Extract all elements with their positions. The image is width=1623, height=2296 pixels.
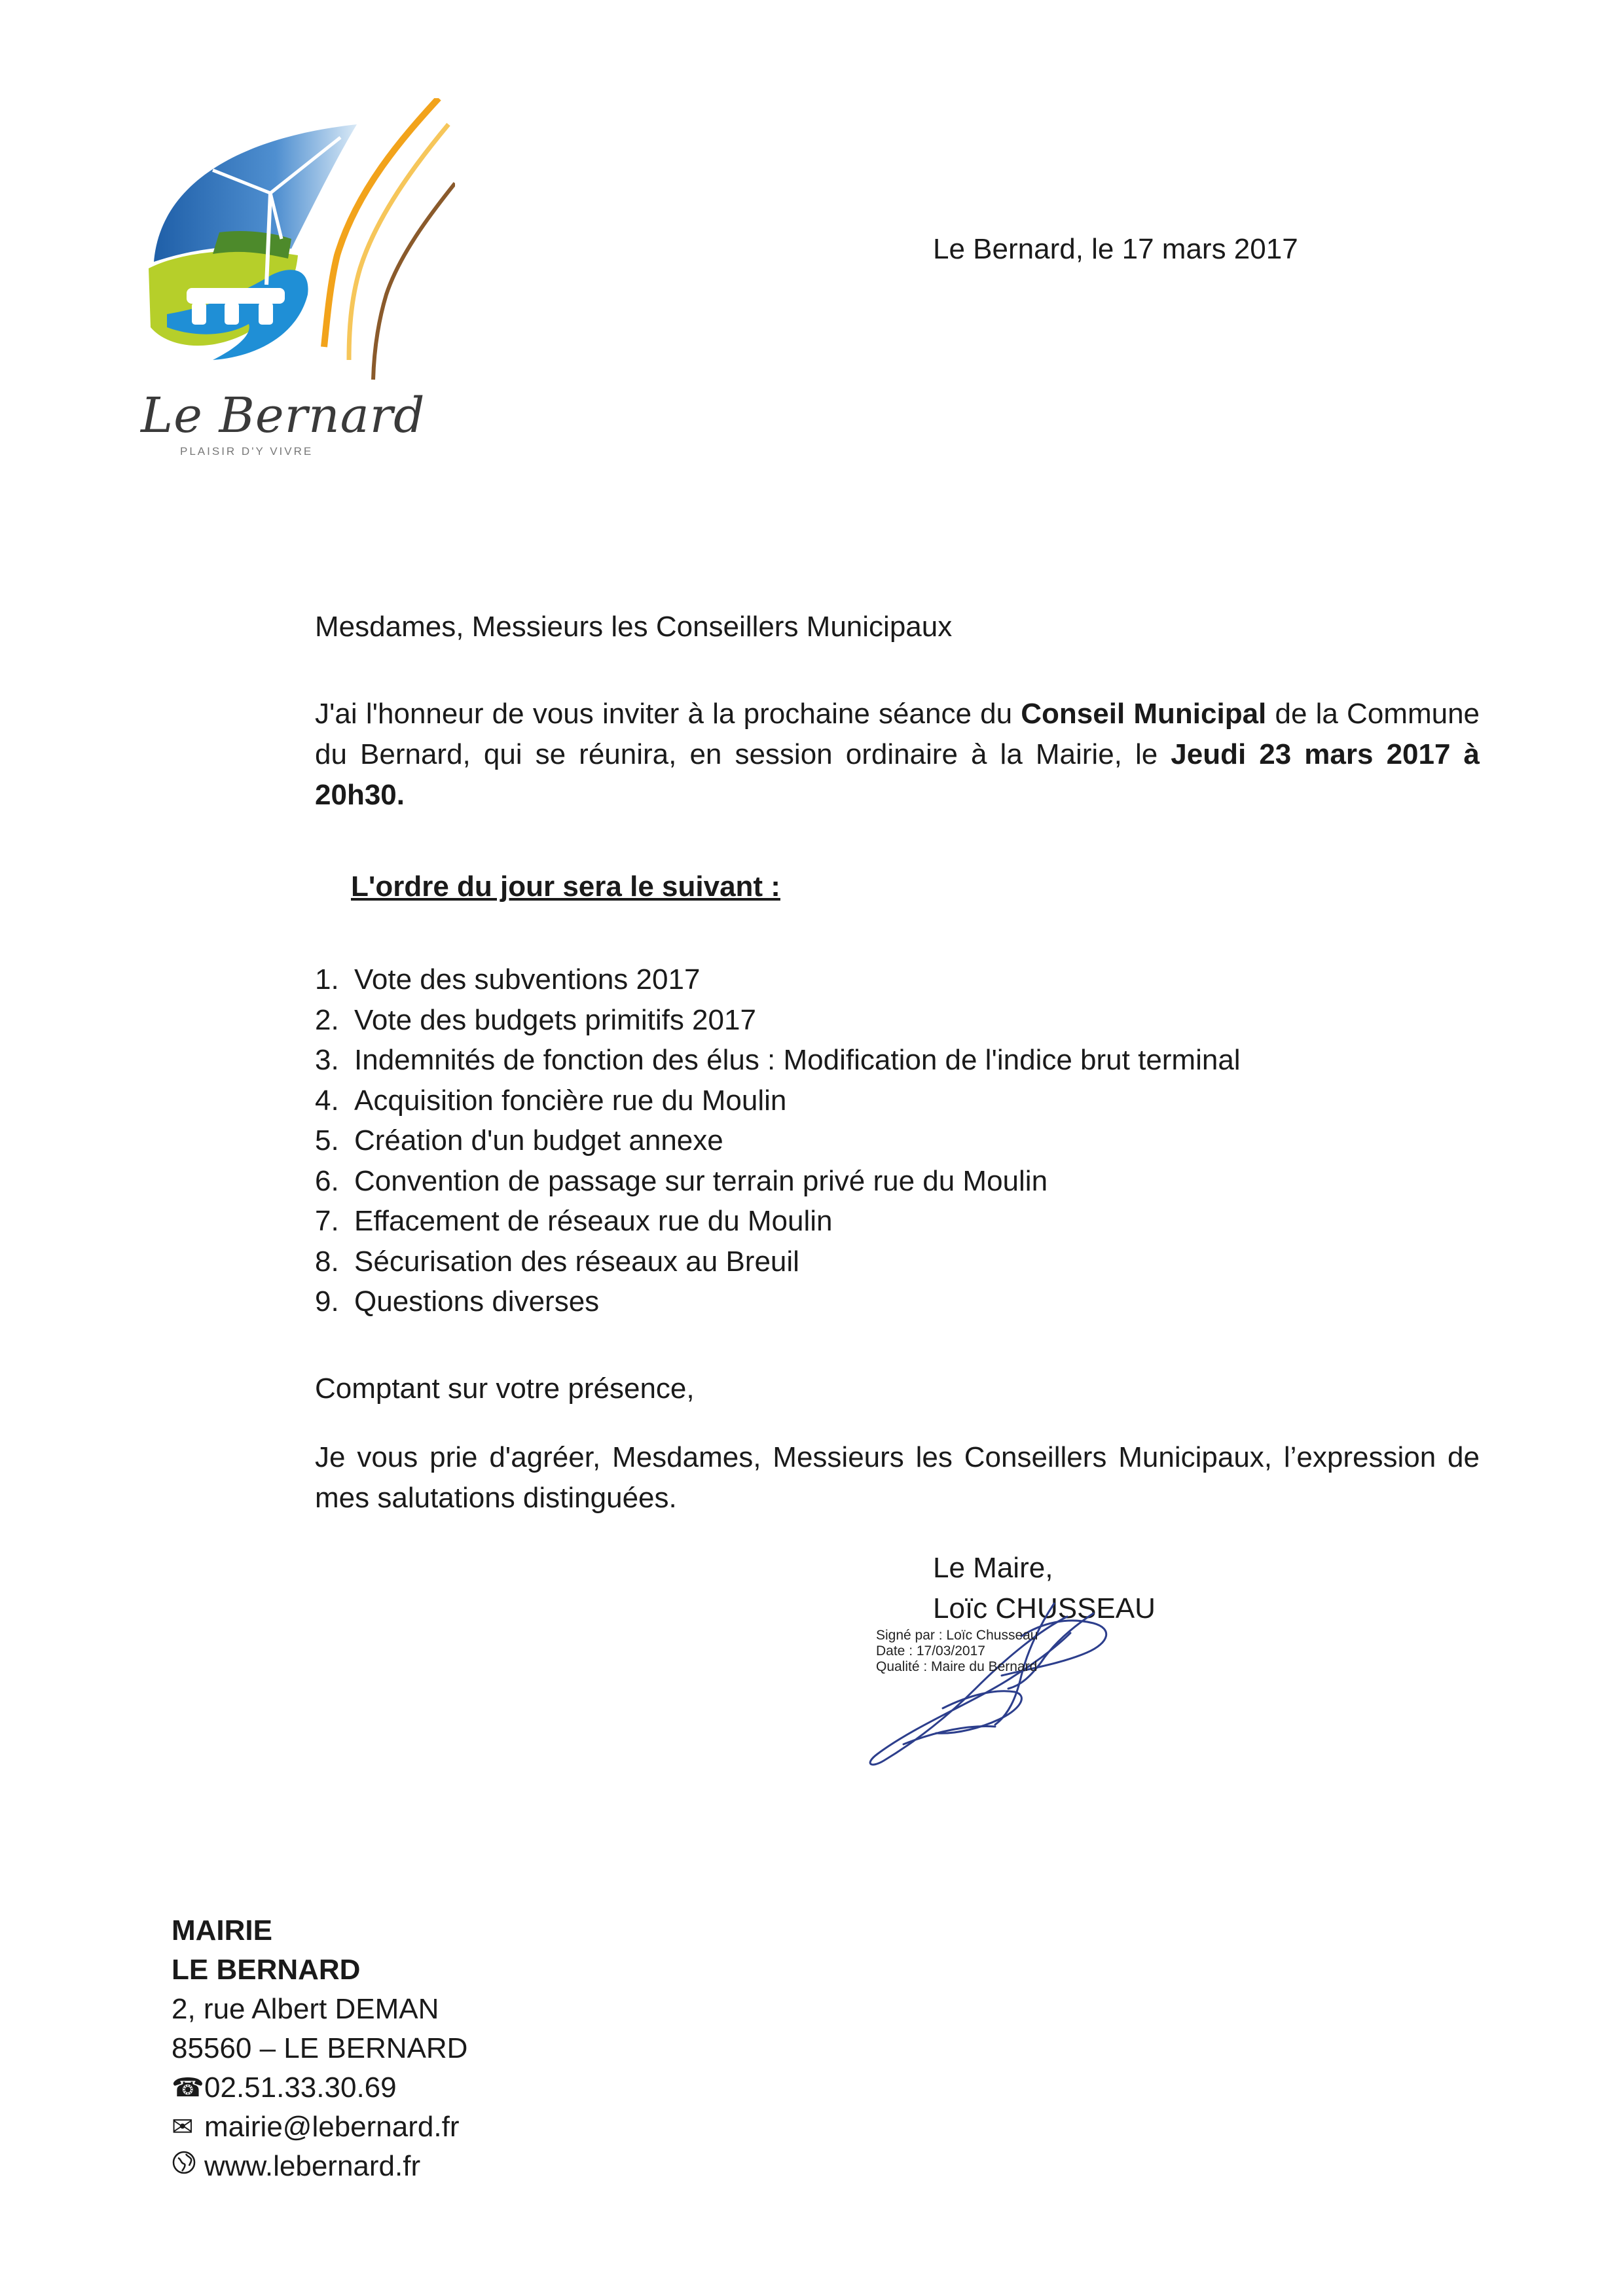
phone-icon: ☎ [172,2073,204,2102]
agenda-item-text: Sécurisation des réseaux au Breuil [354,1245,799,1278]
agenda-item [315,1040,1241,1081]
footer-street: 2, rue Albert DEMAN [172,1993,439,2025]
agenda-list [315,960,1241,1322]
envelope-icon: ✉ [172,2113,194,2142]
agenda-item [315,1242,1241,1282]
footer-commune: LE BERNARD [172,1954,361,1986]
agenda-item [315,1081,1241,1121]
agenda-item [315,1000,1241,1041]
agenda-item [315,1282,1241,1322]
agenda-item [315,960,1241,1000]
handwritten-signature [845,1577,1159,1774]
agenda-item-text: Indemnités de fonction des élus : Modification de l'indice brut terminal [354,1044,1241,1076]
address-footer [172,1911,467,2186]
agenda-item-text: Questions diverses [354,1285,600,1318]
agenda-item-number: 7. [315,1205,339,1237]
signer-title: Le Maire, [933,1552,1053,1584]
agenda-item-text: Vote des subventions 2017 [354,963,701,996]
globe-icon [172,2147,204,2186]
agenda-item-number: 4. [315,1084,339,1117]
footer-mairie: MAIRIE [172,1914,272,1946]
footer-phone: 02.51.33.30.69 [204,2072,397,2104]
signature-quality: Qualité : Maire du Bernard [876,1659,1038,1674]
logo-emblem [141,98,455,399]
signature-date: Date : 17/03/2017 [876,1643,985,1659]
agenda-item-text: Effacement de réseaux rue du Moulin [354,1205,833,1237]
signature-signed-by: Signé par : Loïc Chusseau [876,1628,1038,1643]
closing-formula: Je vous prie d'agréer, Mesdames, Messieurs les Conseillers Municipaux, l’expression de mes salutations distinguées. [315,1441,1480,1514]
intro-bold-date: Jeudi 23 mars 2017 à 20h30. [315,738,1480,811]
agenda-title: L'ordre du jour sera le suivant : [351,870,780,903]
agenda-item-number: 1. [315,963,339,996]
intro-paragraph [315,694,1480,816]
agenda-item [315,1121,1241,1161]
footer-website[interactable]: www.lebernard.fr [204,2150,421,2182]
intro-text-2: de la Commune du Bernard, qui se réunira, en session ordinaire à la Mairie, le [315,698,1480,770]
footer-website-row [172,2147,467,2186]
agenda-item-text: Vote des budgets primitifs 2017 [354,1003,756,1036]
agenda-item-number: 3. [315,1044,339,1076]
intro-text-1: J'ai l'honneur de vous inviter à la prochaine séance du [315,698,1021,730]
closing-presence: Comptant sur votre présence, [315,1372,695,1405]
footer-phone-row [172,2068,467,2108]
footer-city: 85560 – LE BERNARD [172,2032,468,2064]
logo-wordmark: Le Bernard [141,387,426,444]
agenda-item-number: 5. [315,1124,339,1157]
agenda-item-number: 9. [315,1285,339,1318]
commune-logo [141,98,455,471]
agenda-item [315,1201,1241,1242]
agenda-item-text: Convention de passage sur terrain privé rue du Moulin [354,1164,1048,1197]
footer-email[interactable]: mairie@lebernard.fr [204,2111,460,2143]
footer-email-row [172,2108,467,2147]
agenda-item [315,1161,1241,1202]
letter-salutation: Mesdames, Messieurs les Conseillers Municipaux [315,611,953,643]
logo-tagline: PLAISIR D'Y VIVRE [180,445,314,457]
agenda-item-text: Acquisition foncière rue du Moulin [354,1084,787,1117]
agenda-item-number: 8. [315,1245,339,1278]
intro-bold-council: Conseil Municipal [1021,698,1267,730]
signature-metadata [876,1628,1038,1675]
agenda-item-number: 2. [315,1003,339,1036]
letter-date: Le Bernard, le 17 mars 2017 [933,233,1298,265]
agenda-item-number: 6. [315,1164,339,1197]
signer-name: Loïc CHUSSEAU [933,1592,1156,1624]
agenda-item-text: Création d'un budget annexe [354,1124,723,1157]
